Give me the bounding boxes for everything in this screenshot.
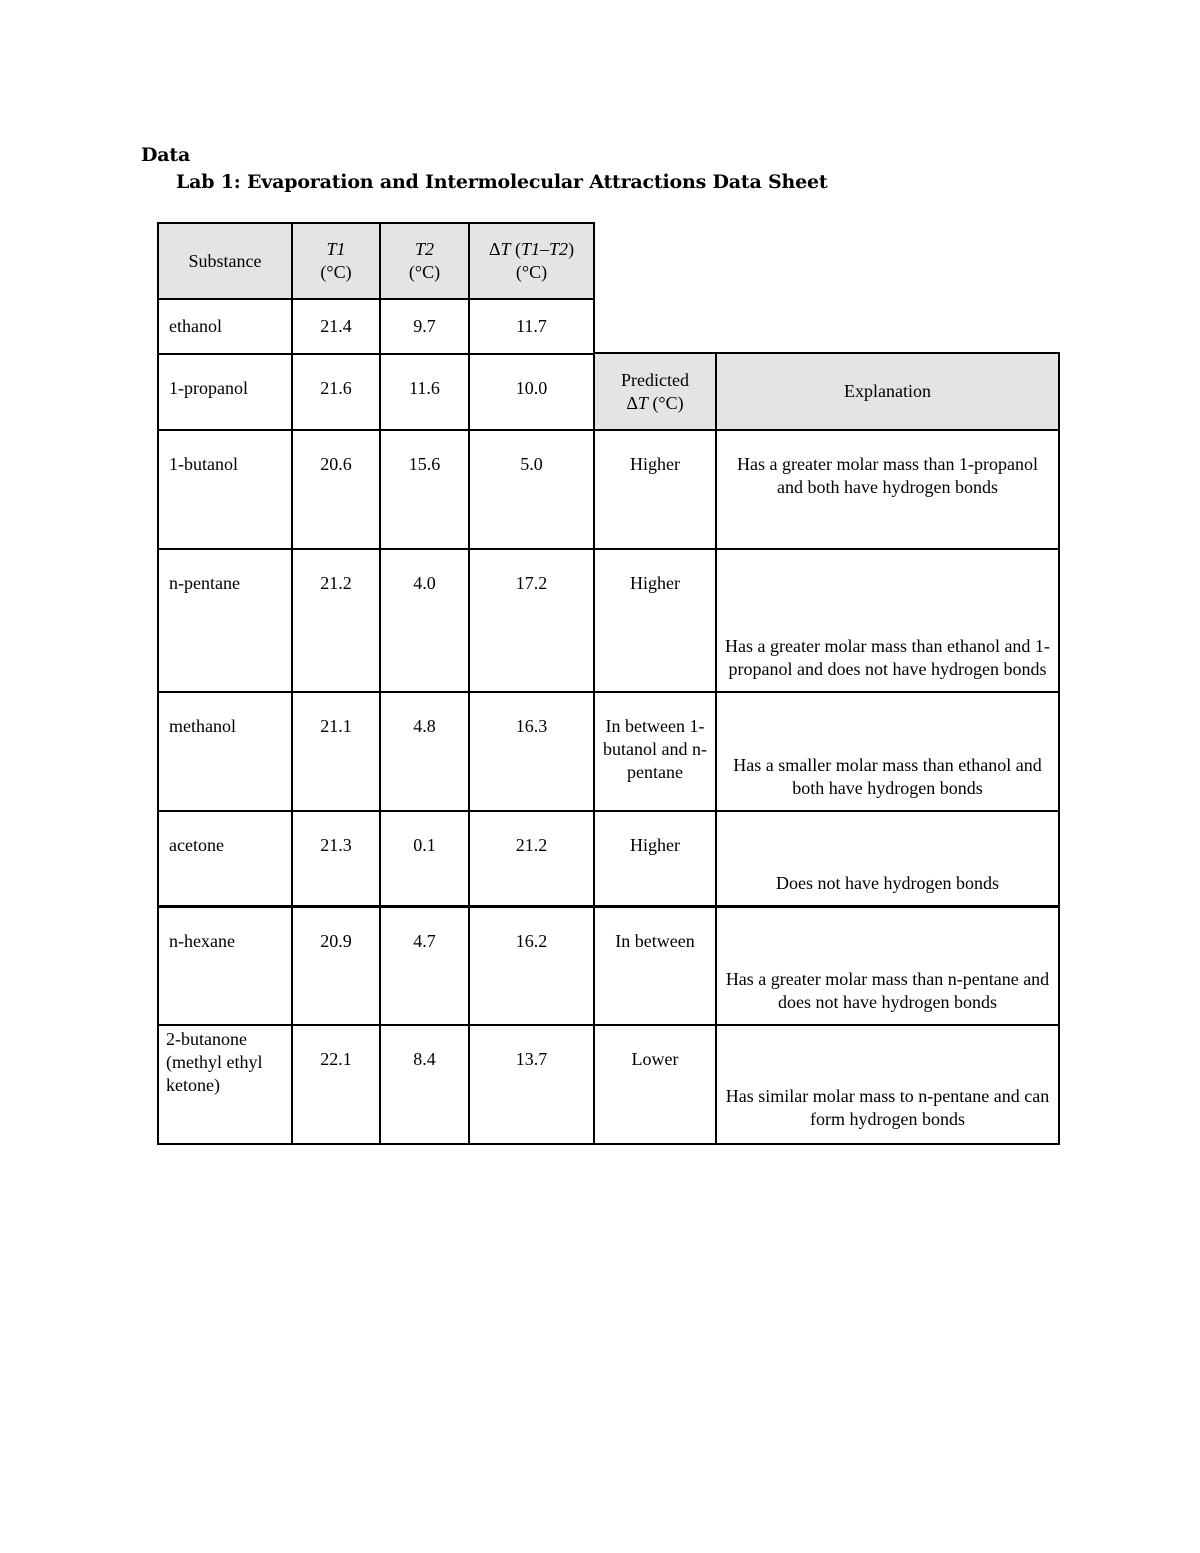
table-cell-explanation — [715, 810, 1060, 907]
table-cell-t1: 21.3 — [291, 810, 381, 907]
table-cell-t2: 8.4 — [379, 1024, 470, 1145]
table-cell-t1: 20.9 — [291, 905, 381, 1026]
table-cell-predicted: Lower — [593, 1024, 717, 1145]
header-predicted-t-symbol: T — [637, 392, 648, 413]
header-substance-label: Substance — [188, 250, 262, 271]
table-cell-delta-t: 21.2 — [468, 810, 595, 907]
header-delta-t — [468, 222, 595, 300]
header-explanation — [715, 352, 1060, 431]
table-cell-t1: 22.1 — [291, 1024, 381, 1145]
explanation-text: Has a smaller molar mass than ethanol and both have hydrogen bonds — [733, 755, 1042, 798]
delta-symbol: Δ — [488, 239, 501, 259]
table-cell-t1: 21.1 — [291, 691, 381, 812]
section-heading: Data — [141, 144, 191, 166]
header-t1 — [291, 222, 381, 300]
header-delta-t2: T2 — [549, 239, 569, 259]
header-predicted-unit: (°C) — [647, 392, 684, 413]
explanation-text: Has a greater molar mass than 1-propanol and both have hydrogen bonds — [737, 454, 1038, 497]
table-cell-predicted: In between 1-butanol and n-pentane — [593, 691, 717, 812]
header-delta-t-unit: (°C) — [515, 262, 548, 282]
explanation-text: Has similar molar mass to n-pentane and can form hydrogen bonds — [725, 1086, 1050, 1129]
table-cell-substance: 2-butanone (methyl ethyl ketone) — [157, 1024, 293, 1145]
delta-symbol: Δ — [626, 392, 638, 413]
table-cell-t2: 15.6 — [379, 429, 470, 550]
header-t1-unit: (°C) — [320, 262, 352, 282]
table-cell-t2: 4.0 — [379, 548, 470, 693]
table-cell-t1: 21.2 — [291, 548, 381, 693]
header-t2-unit: (°C) — [408, 262, 441, 282]
table-cell-t2: 11.6 — [379, 353, 470, 431]
table-cell-predicted: In between — [593, 905, 717, 1026]
header-delta-t-formula — [489, 238, 574, 261]
table-cell-delta-t: 11.7 — [468, 298, 595, 355]
table-cell-explanation — [715, 691, 1060, 812]
header-delta-t1: T1 — [521, 239, 541, 259]
table-cell-delta-t: 17.2 — [468, 548, 595, 693]
table-cell-explanation — [715, 1024, 1060, 1145]
header-predicted-label: Predicted — [621, 369, 689, 390]
table-cell-t1: 21.6 — [291, 353, 381, 431]
table-cell-t1: 20.6 — [291, 429, 381, 550]
header-delta-t-symbol: T — [500, 239, 511, 259]
header-predicted-unit-line — [626, 392, 683, 415]
header-t2 — [379, 222, 470, 300]
table-cell-substance: n-hexane — [157, 905, 293, 1026]
table-cell-substance: 1-butanol — [157, 429, 293, 550]
table-cell-substance: acetone — [157, 810, 293, 907]
document-title: Lab 1: Evaporation and Intermolecular Attractions Data Sheet — [176, 171, 828, 193]
table-cell-predicted: Higher — [593, 429, 717, 550]
table-cell-delta-t: 10.0 — [468, 353, 595, 431]
table-cell-t2: 4.8 — [379, 691, 470, 812]
table-cell-explanation — [715, 429, 1060, 550]
table-cell-substance: methanol — [157, 691, 293, 812]
header-substance — [157, 222, 293, 300]
close-paren: ) — [568, 239, 575, 259]
header-explanation-label: Explanation — [844, 381, 931, 401]
table-cell-delta-t: 16.3 — [468, 691, 595, 812]
table-cell-delta-t: 5.0 — [468, 429, 595, 550]
table-cell-predicted: Higher — [593, 548, 717, 693]
table-cell-explanation — [715, 905, 1060, 1026]
table-cell-t2: 4.7 — [379, 905, 470, 1026]
header-predicted — [593, 352, 717, 431]
table-cell-delta-t: 16.2 — [468, 905, 595, 1026]
explanation-text: Has a greater molar mass than ethanol and 1-propanol and does not have hydrogen bonds — [725, 636, 1050, 679]
table-cell-predicted: Higher — [593, 810, 717, 907]
header-t2-symbol: T2 — [414, 239, 434, 259]
explanation-text: Has a greater molar mass than n-pentane and does not have hydrogen bonds — [725, 969, 1050, 1012]
table-cell-t2: 0.1 — [379, 810, 470, 907]
open-paren: ( — [510, 239, 522, 259]
table-cell-t1: 21.4 — [291, 298, 381, 355]
table-cell-t2: 9.7 — [379, 298, 470, 355]
table-cell-substance: 1-propanol — [157, 353, 293, 431]
table-cell-delta-t: 13.7 — [468, 1024, 595, 1145]
table-cell-explanation — [715, 548, 1060, 693]
explanation-text: Does not have hydrogen bonds — [776, 873, 999, 893]
table-cell-substance: ethanol — [157, 298, 293, 355]
table-cell-substance: n-pentane — [157, 548, 293, 693]
minus-sign: – — [540, 239, 550, 259]
header-t1-symbol: T1 — [326, 239, 346, 259]
